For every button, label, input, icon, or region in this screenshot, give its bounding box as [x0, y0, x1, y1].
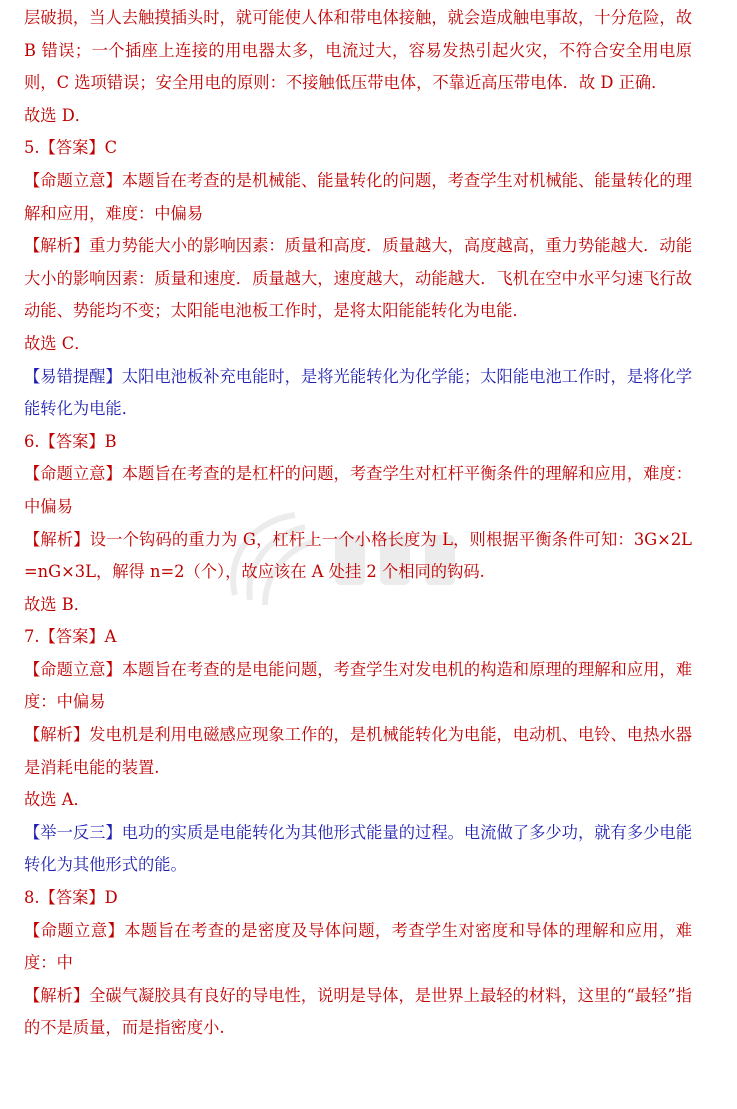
answer-7-choice: 故选 A． — [24, 790, 90, 810]
answer-8-intent: 【命题立意】本题旨在考查的是密度及导体问题，考查学生对密度和导体的理解和应用，难度：中 — [24, 920, 692, 973]
answer-6-heading: 6.【答案】B — [24, 431, 117, 451]
answer-5-heading: 5.【答案】C — [24, 138, 118, 158]
answer-5-tip: 【易错提醒】太阳电池板补充电能时，是将光能转化为化学能；太阳能电池工作时，是将化学能转化为电能． — [24, 366, 692, 419]
answer-5-intent: 【命题立意】本题旨在考查的是机械能、能量转化的问题，考查学生对机械能、能量转化的理解和应用，难度：中偏易 — [24, 170, 692, 223]
answer-7-analysis: 【解析】发电机是利用电磁感应现象工作的，是机械能转化为电能，电动机、电铃、电热水器是消耗电能的装置. — [24, 725, 692, 777]
paragraph-0: 层破损，当人去触摸插头时，就可能使人体和带电体接触，就会造成触电事故，十分危险，故 B 错误；一个插座上连接的用电器太多，电流过大，容易发热引起火灾，不符合安全用电原则，C 选项错误；安全用电的原则：不接触低压带电体，不靠近高压带电体．故 D 正确． — [24, 8, 692, 93]
answer-8-heading: 8.【答案】D — [24, 888, 118, 908]
answer-6-analysis: 【解析】设一个钩码的重力为 G，杠杆上一个小格长度为 L，则根据平衡条件可知：3G×2L=nG×3L，解得 n=2（个），故应该在 A 处挂 2 个相同的钩码. — [24, 529, 692, 582]
paragraph-1: 故选 D． — [24, 105, 92, 125]
answer-7-heading: 7.【答案】A — [24, 627, 117, 647]
answer-5-analysis: 【解析】重力势能大小的影响因素：质量和高度．质量越大，高度越高，重力势能越大．动能大小的影响因素：质量和速度．质量越大，速度越大，动能越大．飞机在空中水平匀速飞行故动能、势能均不变；太阳能电池板工作时，是将太阳能能转化为电能． — [24, 236, 692, 321]
answer-7-intent: 【命题立意】本题旨在考查的是电能问题，考查学生对发电机的构造和原理的理解和应用，难度：中偏易 — [24, 659, 692, 712]
document-body — [24, 2, 692, 1045]
answer-6-choice: 故选 B． — [24, 594, 90, 614]
answer-8-analysis: 【解析】全碳气凝胶具有良好的导电性，说明是导体，是世界上最轻的材料，这里的“最轻”指的不是质量，而是指密度小. — [24, 985, 692, 1038]
answer-6-intent: 【命题立意】本题旨在考查的是杠杆的问题，考查学生对杠杆平衡条件的理解和应用，难度：中偏易 — [24, 464, 692, 516]
answer-5-choice: 故选 C． — [24, 333, 91, 353]
answer-7-tip: 【举一反三】电功的实质是电能转化为其他形式能量的过程。电流做了多少功，就有多少电能转化为其他形式的能。 — [24, 822, 692, 875]
